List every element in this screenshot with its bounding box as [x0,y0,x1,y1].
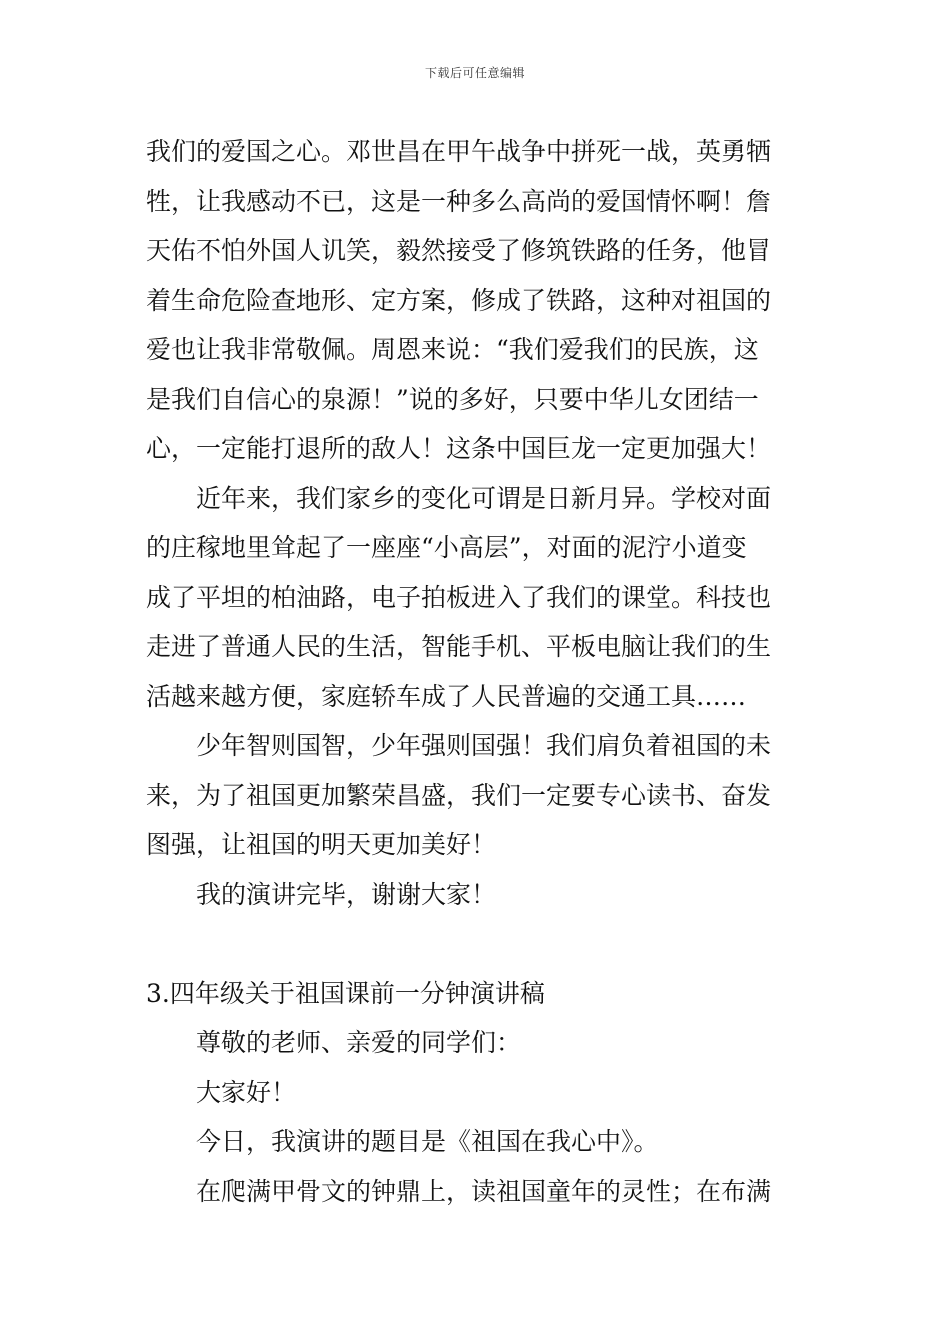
text-line: 来，为了祖国更加繁荣昌盛，我们一定要专心读书、奋发 [146,780,772,810]
text-line: 天佑不怕外国人讥笑，毅然接受了修筑铁路的任务，他冒 [146,236,772,265]
text-line: 少年智则国智，少年强则国强！我们肩负着祖国的未 [196,731,772,760]
text-line: 成了平坦的柏油路，电子拍板进入了我们的课堂。科技也 [146,582,772,612]
text-line: 图强，让祖国的明天更加美好！ [146,830,497,859]
text-line: 在爬满甲骨文的钟鼎上，读祖国童年的灵性；在布满 [196,1176,772,1206]
text-line: 爱也让我非常敬佩。周恩来说：“我们爱我们的民族，这 [146,335,759,364]
text-line: 大家好！ [196,1077,297,1107]
text-line: 心，一定能打退所的敌人！这条中国巨龙一定更加强大！ [146,434,772,463]
text-line: 我们的爱国之心。邓世昌在甲午战争中拼死一战，英勇牺 [146,137,772,166]
text-line: 是我们自信心的泉源！”说的多好，只要中华儿女团结一 [146,384,759,414]
text-line: 今日，我演讲的题目是《祖国在我心中》。 [196,1127,659,1156]
text-line: 活越来越方便，家庭轿车成了人民普遍的交通工具…… [146,681,747,711]
page-header: 下载后可任意编辑 [424,66,525,80]
text-line: 尊敬的老师、亲爱的同学们： [196,1028,522,1057]
text-line: 着生命危险查地形、定方案，修成了铁路，这种对祖国的 [146,285,772,315]
text-line: 牲，让我感动不已，这是一种多么高尚的爱国情怀啊！詹 [146,186,772,216]
text-line: 的庄稼地里耸起了一座座“小高层”，对面的泥泞小道变 [146,533,747,562]
text-line: 3.四年级关于祖国课前一分钟演讲稿 [146,978,545,1008]
document-body [146,127,810,1216]
text-line: 走进了普通人民的生活，智能手机、平板电脑让我们的生 [146,632,772,661]
blank-line [146,919,810,969]
text-line: 近年来，我们家乡的变化可谓是日新月异。学校对面 [196,483,772,513]
text-line: 我的演讲完毕，谢谢大家！ [196,879,497,909]
